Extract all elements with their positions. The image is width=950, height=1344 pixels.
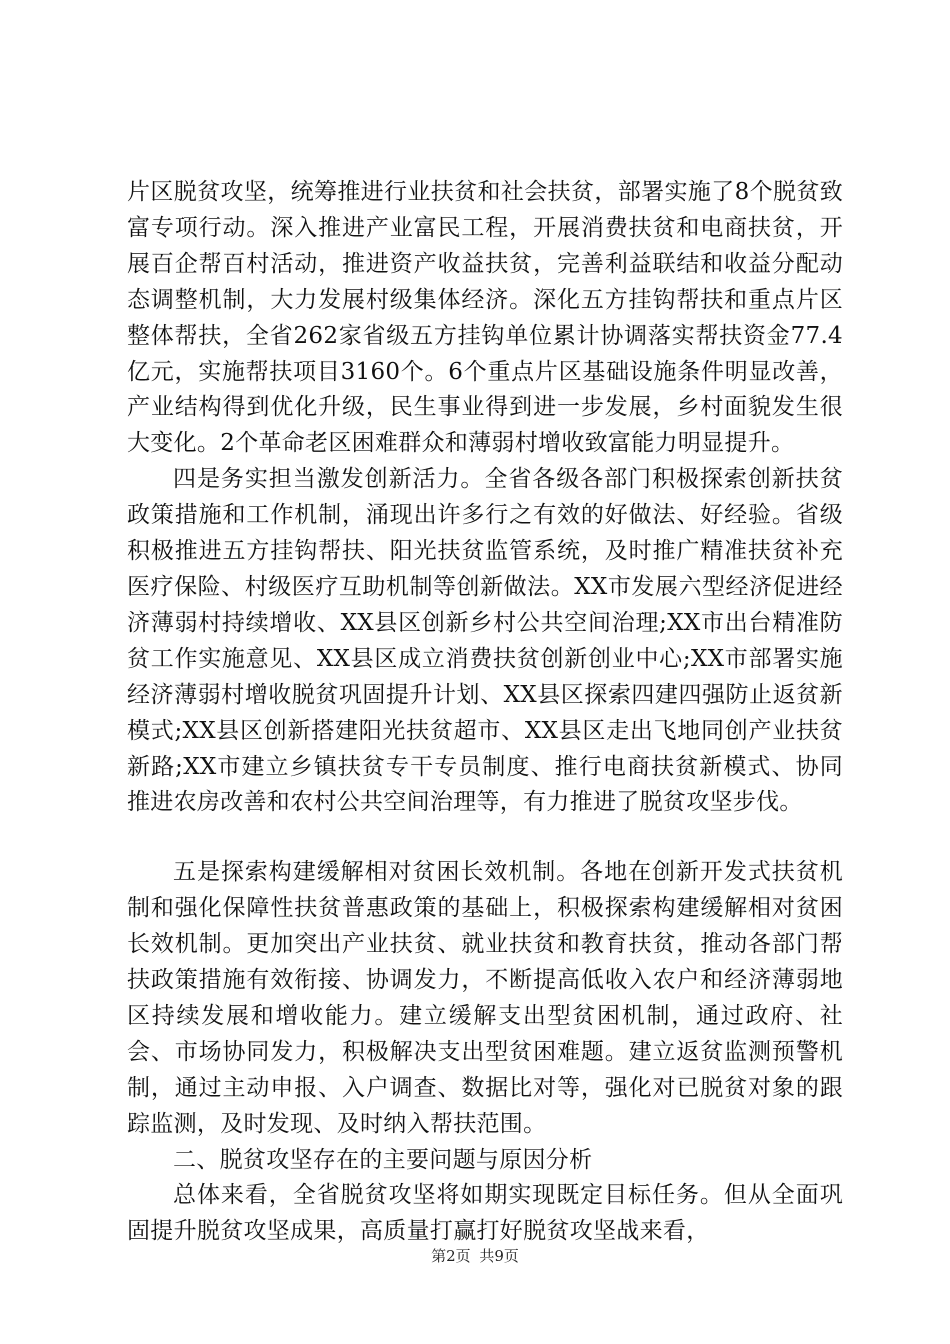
- page-total: 共9页: [479, 1247, 519, 1265]
- document-body: [127, 175, 843, 1250]
- paragraph-point-four: 四是务实担当激发创新活力。全省各级各部门积极探索创新扶贫政策措施和工作机制，涌现出许多行之有效的好做法、好经验。省级积极推进五方挂钩帮扶、阳光扶贫监管系统，及时推广精准扶贫补充医疗保险、村级医疗互助机制等创新做法。XX市发展六型经济促进经济薄弱村持续增收、XX县区创新乡村公共空间治理;XX市出台精准防贫工作实施意见、XX县区成立消费扶贫创新创业中心;XX市部署实施经济薄弱村增收脱贫巩固提升计划、XX县区探索四建四强防止返贫新模式;XX县区创新搭建阳光扶贫超市、XX县区走出飞地同创产业扶贫新路;XX市建立乡镇扶贫专干专员制度、推行电商扶贫新模式、协同推进农房改善和农村公共空间治理等，有力推进了脱贫攻坚步伐。: [127, 466, 843, 816]
- paragraph-continued: 片区脱贫攻坚，统筹推进行业扶贫和社会扶贫，部署实施了8个脱贫致富专项行动。深入推进产业富民工程，开展消费扶贫和电商扶贫，开展百企帮百村活动，推进资产收益扶贫，完善利益联结和收益分配动态调整机制，大力发展村级集体经济。深化五方挂钩帮扶和重点片区整体帮扶，全省262家省级五方挂钩单位累计协调落实帮扶资金77.4亿元，实施帮扶项目3160个。6个重点片区基础设施条件明显改善，产业结构得到优化升级，民生事业得到进一步发展，乡村面貌发生很大变化。2个革命老区困难群众和薄弱村增收致富能力明显提升。: [127, 179, 843, 457]
- page-number: 第2页: [431, 1247, 471, 1265]
- section-heading: 二、脱贫攻坚存在的主要问题与原因分析: [173, 1146, 593, 1173]
- page-footer: [0, 1245, 950, 1266]
- paragraph-point-five: 五是探索构建缓解相对贫困长效机制。各地在创新开发式扶贫机制和强化保障性扶贫普惠政策的基础上，积极探索构建缓解相对贫困长效机制。更加突出产业扶贫、就业扶贫和教育扶贫，推动各部门帮扶政策措施有效衔接、协调发力，不断提高低收入农户和经济薄弱地区持续发展和增收能力。建立缓解支出型贫困机制，通过政府、社会、市场协同发力，积极解决支出型贫困难题。建立返贫监测预警机制，通过主动申报、入户调查、数据比对等，强化对已脱贫对象的跟踪监测，及时发现、及时纳入帮扶范围。: [127, 859, 843, 1137]
- paragraph-closing: 总体来看，全省脱贫攻坚将如期实现既定目标任务。但从全面巩固提升脱贫攻坚成果，高质量打赢打好脱贫攻坚战来看，: [127, 1182, 843, 1245]
